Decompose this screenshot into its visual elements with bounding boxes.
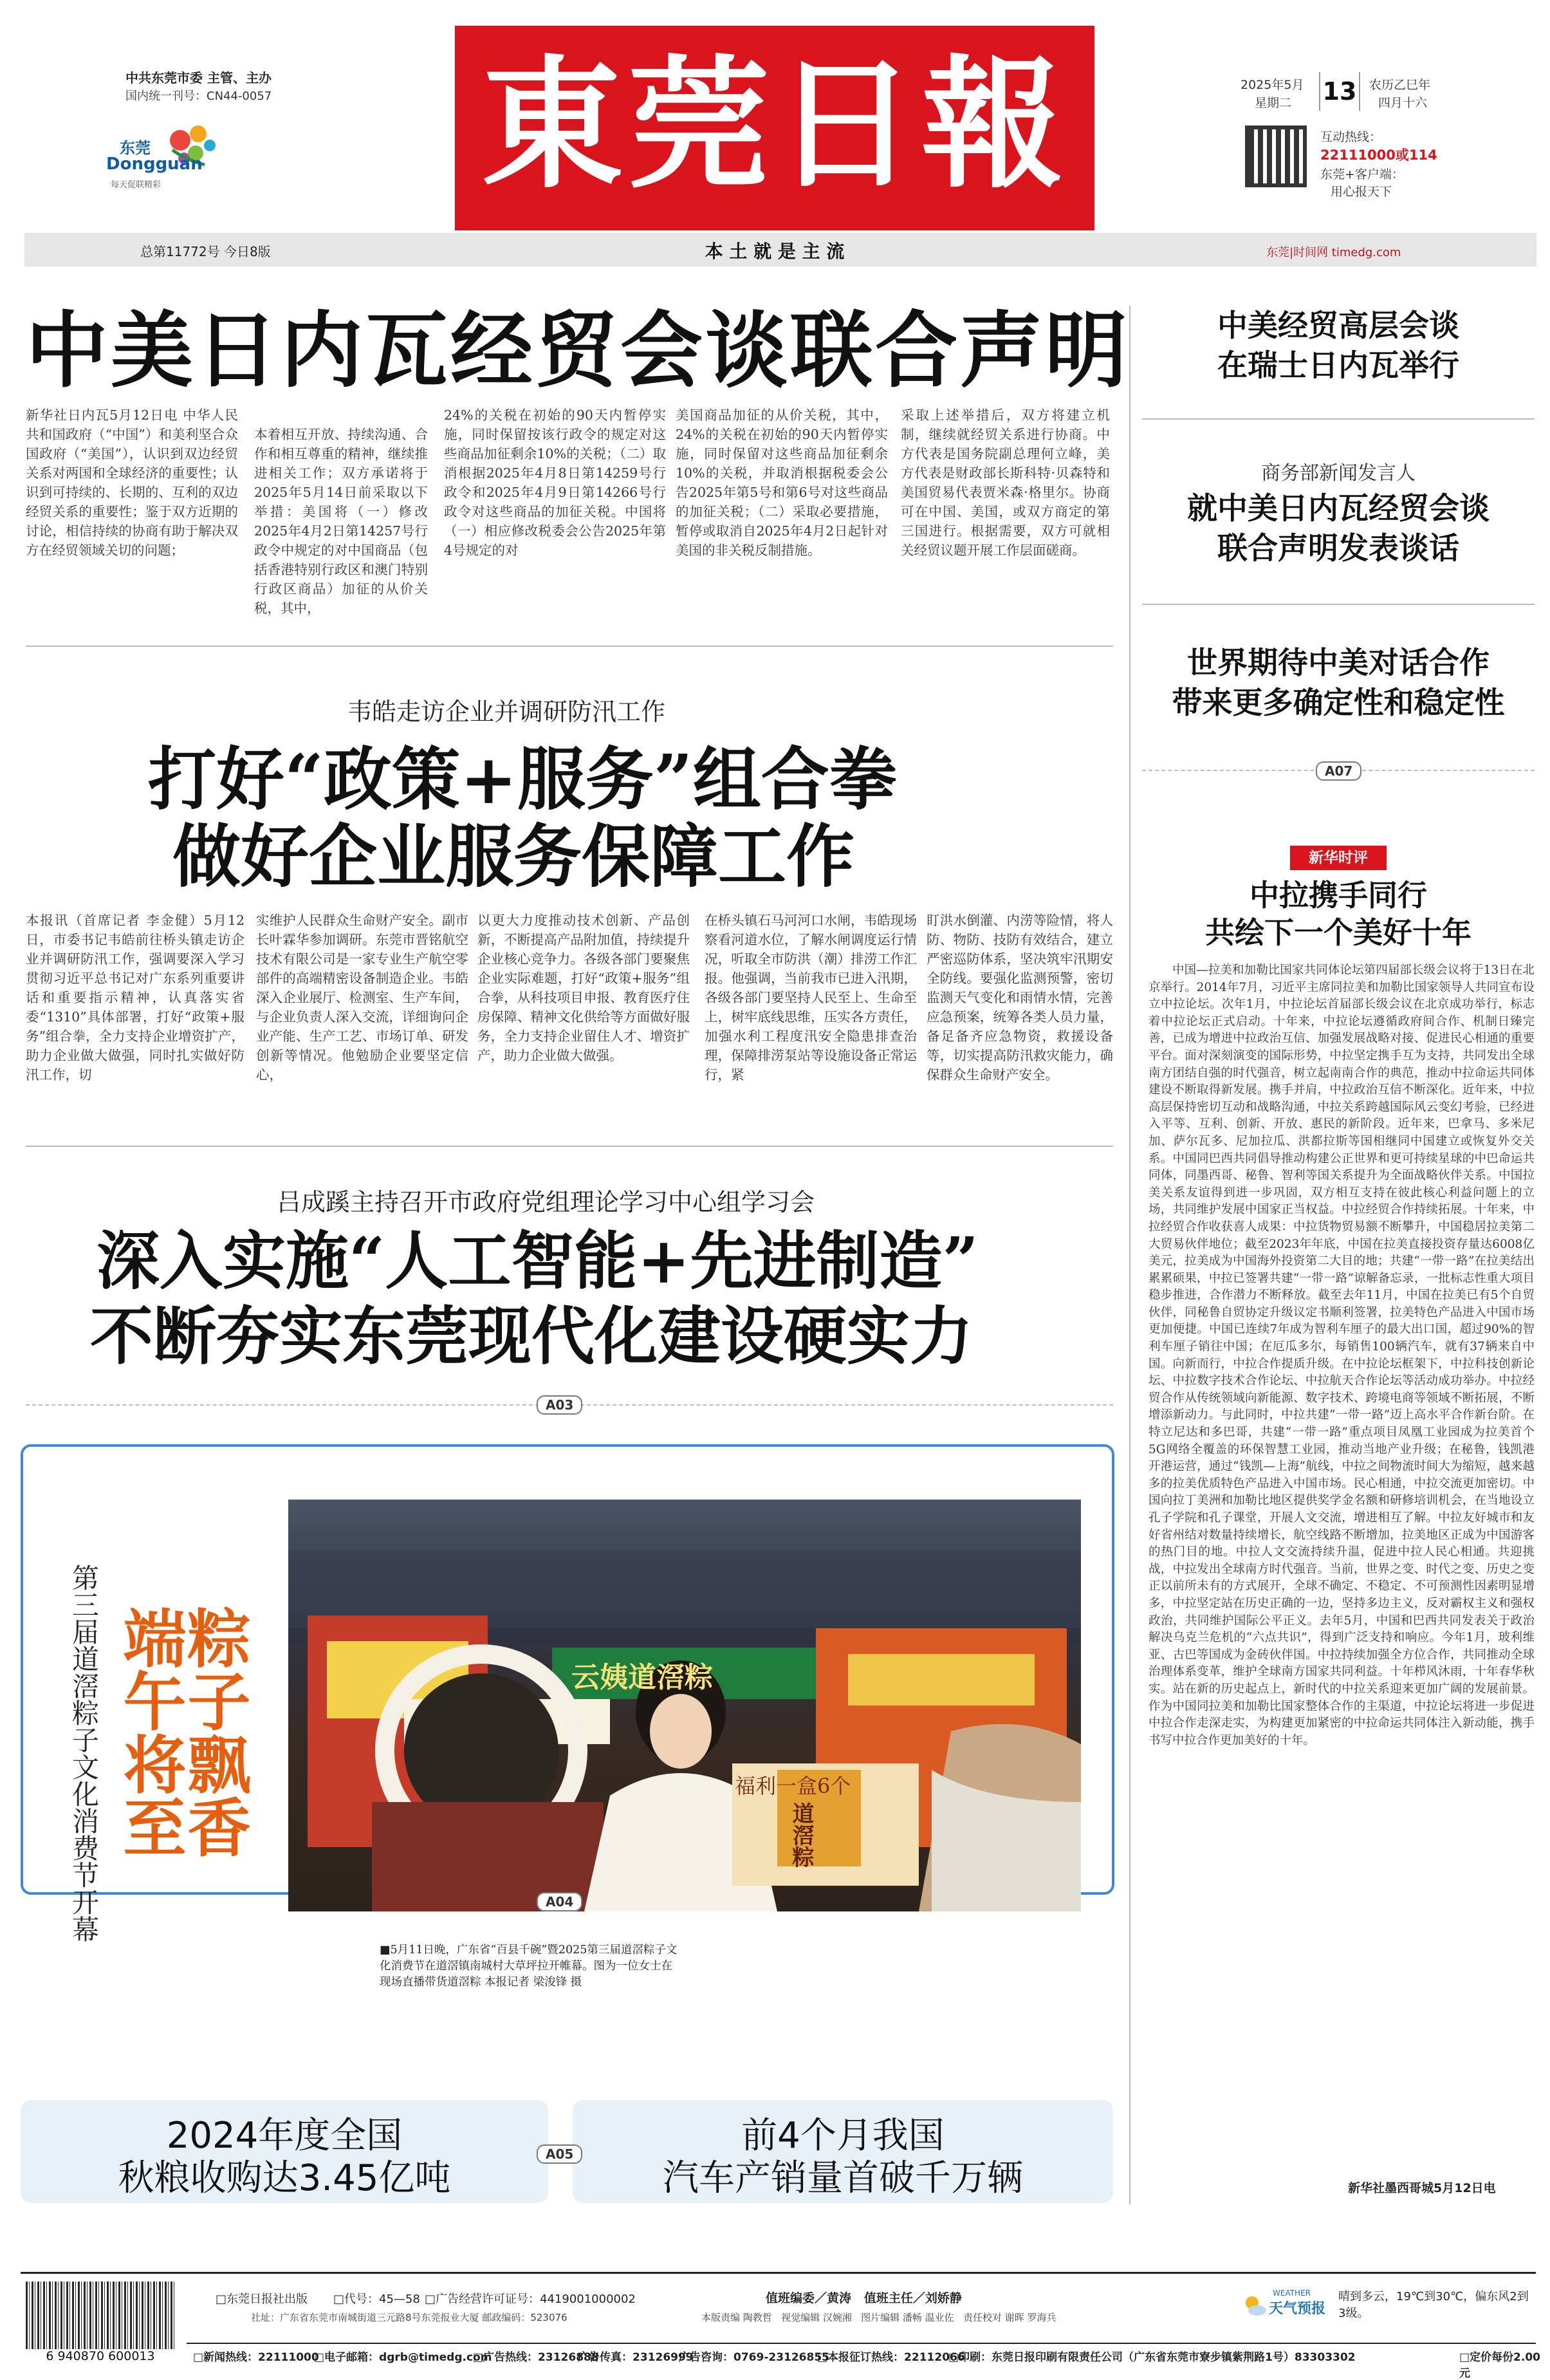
auto-line-1: 前4个月我国	[741, 2115, 945, 2157]
footer-license: □广告经营许可证号：4419001000002	[425, 2292, 636, 2306]
xinhua-comment-label: 新华时评	[1290, 846, 1387, 870]
comment-title-2: 共绘下一个美好十年	[1205, 915, 1472, 950]
client-label: 东莞+客户端：	[1320, 167, 1404, 181]
sidebar-item2-kicker: 商务部新闻发言人	[1261, 462, 1416, 485]
sidebar-item1-line1[interactable]: 中美经贸高层会谈	[1217, 308, 1459, 344]
divider	[1142, 418, 1535, 420]
feature-subhead: 第三届道滘粽子文化消费节开幕	[68, 1564, 100, 1942]
stall-sign: 云姨道滘粽	[571, 1661, 713, 1694]
footer-subscribe: □本报征订热线：22112066	[817, 2351, 965, 2364]
comment-byline: 新华社墨西哥城5月12日电	[1348, 2181, 1496, 2195]
sidebar-item3-line2[interactable]: 带来更多确定性和稳定性	[1172, 685, 1505, 721]
sponsor-text: 中共东莞市委 主管、主办	[125, 70, 272, 86]
weather-icon	[1242, 2292, 1268, 2318]
bottom-page-tag[interactable]: A05	[537, 2144, 582, 2164]
footer-top-rule	[21, 2272, 1536, 2274]
weather-en: WEATHER	[1273, 2289, 1311, 2298]
masthead	[0, 0, 1550, 277]
sidebar-page-tag[interactable]: A07	[1316, 761, 1361, 781]
footer-print: □印刷：东莞日报印刷有限责任公司（广东省东莞市寮步镇紫荆路1号）83303302	[948, 2351, 1356, 2364]
sidebar-item2-line1[interactable]: 就中美日内瓦经贸会谈	[1187, 491, 1490, 526]
story2-col-3: 以更大力度推动技术创新、产品创新，不断提高产品附加值，持续提升企业核心竞争力。各级各部门要聚焦企业实际难题，打好“政策+服务”组合拳，从科技项目申报、教育医疗住房保障、精神文化供给等方面做好服务，全力支持企业留住人才、增资扩产，助力企业做大做强。	[477, 913, 690, 1063]
cn-number: 国内统一刊号：CN44-0057	[125, 89, 272, 103]
story2-col-4: 在桥头镇石马河河口水闸，韦皓现场察看河道水位，了解水闸调度运行情况，听取全市防洪（潮）排涝工作汇报。他强调，当前我市已进入汛期，各级各部门要坚持人民至上、生命至上，树牢底线思维，压实各方责任，加强水利工程度汛安全隐患排查治理，保障排涝泵站等设施设备正常运行，紧	[705, 913, 917, 1083]
divider	[1142, 604, 1535, 605]
date-weekday: 星期二	[1255, 96, 1292, 110]
story3-headline-2: 不断夯实东莞现代化建设硬实力	[90, 1299, 973, 1373]
story3-kicker: 吕成蹊主持召开市政府党组理论学习中心组学习会	[277, 1188, 815, 1216]
site-link[interactable]: 东莞|时间网 timedg.com	[1266, 246, 1401, 259]
sidebar-item3-line1[interactable]: 世界期待中美对话合作	[1187, 646, 1490, 681]
comment-title-1: 中拉携手同行	[1250, 878, 1427, 913]
logo-cn: 东莞	[120, 139, 151, 157]
barcode	[26, 2282, 175, 2352]
festival-scene-image	[288, 1500, 1081, 1911]
lunar-year: 农历乙巳年	[1369, 78, 1431, 92]
footer-ad-consult: 广告咨询：0769-23126855	[679, 2351, 829, 2364]
footer-editors: 值班编委／黄涛 值班主任／刘娇静	[766, 2291, 962, 2305]
barcode-number: 6 940870 600013	[26, 2349, 175, 2363]
footer-address: 社址：广东省东莞市南城街道三元路8号东莞报业大厦 邮政编码：523076	[251, 2312, 567, 2323]
slogan: 本 土 就 是 主 流	[705, 241, 845, 262]
masthead-title: 東莞日報	[481, 41, 1068, 207]
sidebar-item1-line2[interactable]: 在瑞士日内瓦举行	[1217, 348, 1459, 384]
divider	[26, 646, 1113, 647]
footer-ad-fax: 广告传真：23126999	[578, 2351, 694, 2364]
hotline-label: 互动热线：	[1320, 130, 1382, 144]
divider	[26, 1146, 1113, 1147]
sidebar-item2-line2[interactable]: 联合声明发表谈话	[1217, 531, 1459, 566]
comment-body: 中国—拉美和加勒比国家共同体论坛第四届部长级会议将于13日在北京举行。2014年7月，习近平主席同拉美和加勒比国家领导人共同宣布设立中拉论坛。次年1月，中拉论坛首届部长级会议在北京成功举行，标志着中拉论坛正式启动。十年来，中拉论坛遵循政府间合作、机制日臻完善，已成为增进中拉政治互信、加强发展战略对接、促进民心相通的重要平台。面对深刻演变的国际形势，中拉坚定携手互为支持，共同发出全球南方团结自强的时代强音，树立起南南合作的典范，推动中拉命运共同体建设不断取得新发展。携手并肩，中拉政治互信不断深化。近年来，中拉高层保持密切互动和战略沟通，中拉关系跨越国际风云变幻考验，已经进入平等、互利、创新、开放、惠民的新阶段。近年来，巴拿马、多米尼加、萨尔瓦多、尼加拉瓜、洪都拉斯等国相继同中国建立或恢复外交关系。中国同巴西共同倡导推动构建公正世界和更可持续星球的中巴命运共同体，同墨西哥、秘鲁、智利等国关系提升为全面战略伙伴关系。中国拉美关系友谊得到进一步巩固，双方相互支持在彼此核心利益问题上的立场，共同维护发展中国家正当权益。中拉经贸合作持续拓展。十年来，中拉经贸合作收获喜人成果：中拉货物贸易额不断攀升，中国稳居拉美第二大贸易伙伴地位；截至2023年年底，中国在拉美直接投资存量达6008亿美元，拉美成为中国海外投资第二大目的地；共建“一带一路”在拉美结出累累硕果，中拉已签署共建“一带一路”谅解备忘录，一批标志性重大项目稳步推进，合作潜力不断释放。截至去年11月，中国在拉美已有5个自贸伙伴，同秘鲁自贸协定升级议定书顺利签署，拉美特色产品进入中国市场更加便捷。中国已连续7年成为智利车厘子的最大出口国，超过90%的智利车厘子销往中国；在厄瓜多尔，每销售100辆汽车，就有37辆来自中国。向新而行，中拉合作提质升级。在中拉论坛框架下，中拉科技创新论坛、中拉数字技术合作论坛、中拉航天合作论坛等活动成功举办。中拉经贸合作从传统领域向新能源、数字技术、跨境电商等领域不断拓展，不断增添新动力。与此同时，中拉共建“一带一路”迈上高水平合作新台阶。在特立尼达和多巴哥，共建“一带一路”重点项目凤凰工业园成为拉美首个5G网络全覆盖的环保智慧工业园，推动当地产业升级；在秘鲁，钱凯港开港运营，通过“钱凯—上海”航线，中拉之间物流时间大为缩短，越来越多的拉美优质特色产品进入中国市场。民心相通，中拉交流更加密切。中国向拉丁美洲和加勒比地区提供奖学金名额和研修培训机会，在当地设立孔子学院和孔子课堂，开展人文交流，增进相互了解。中拉友好城市和友好省州结对数量持续增长，航空线路不断增加，拉美地区正成为中国游客的热门目的地。中拉人文交流持续升温，促进中拉人民心相通。共迎挑战，中拉发出全球南方时代强音。当前，世界之变、时代之变、历史之变正以前所未有的方式展开，全球不确定、不稳定、不可预测性因素明显增多，中拉坚定站在历史正确的一边，坚持多边主义，反对霸权主义和强权政治，共同维护国际公平正义。去年5月，中国和巴西共同发表关于政治解决乌克兰危机的“六点共识”，得到广泛支持和响应。今年1月，玻利维亚、古巴等国成为金砖伙伴国。中拉持续加强全方位合作，共同推动全球治理体系变革，维护全球南方国家共同利益。十年栉风沐雨，十年春华秋实。站在新的历史起点上，新时代的中拉关系迎来更加广阔的发展前景。作为中国同拉美和加勒比国家整体合作的主渠道，中拉论坛将进一步促进中拉合作走深走实，为构建更加紧密的中拉命运共同体注入新动能，携手书写中拉合作更加美好的十年。	[1149, 963, 1535, 1747]
weather-brand: 天气预报	[1269, 2301, 1326, 2317]
story2-col-1: 本报讯（首席记者 李金健）5月12日，市委书记韦皓前往桥头镇走访企业并调研防汛工作，强调要深入学习贯彻习近平总书记对广东系列重要讲话和重要指示精神，认真落实省委“1310”具体部署，打好“政策+服务”组合拳，全力支持企业增资扩产，助力企业做大做强，同时扎实做好防汛工作，切	[26, 913, 244, 1083]
sidebar-divider	[1129, 306, 1130, 2204]
footer-editors-2: 本版责编 陶教哲 视觉编辑 汉婉湘 图片编辑 潘畅 温业佐 责任校对 谢晖 罗海兵	[701, 2312, 1056, 2323]
story2-col-2: 实维护人民群众生命财产安全。副市长叶霖华参加调研。东莞市晋铭航空技术有限公司是一家专业生产航空零部件的高端精密设备制造企业。韦皓深入企业展厅、检测室、生产车间，与企业负责人深入交流，详细询问企业产能、生产工艺、市场订单、研发创新等情况。他勉励企业要坚定信心，	[256, 913, 468, 1083]
lead-col-5: 采取上述举措后，双方将建立机制，继续就经贸关系进行协商。中方代表是国务院副总理何立峰，美方代表是财政部长斯科特·贝森特和美国贸易代表贾米森·格里尔。协商可在中国、美国，或双方商定的第三国进行。根据需要，双方可就相关经贸议题开展工作层面磋商。	[901, 407, 1110, 558]
lead-headline: 中美日内瓦经贸会谈联合声明	[26, 302, 1130, 399]
story2-headline-1: 打好“政策+服务”组合拳	[148, 739, 898, 819]
footer-ad: □广告热线：23126888	[473, 2351, 599, 2364]
logo-en: Dongguan	[106, 154, 203, 174]
feature-photo	[288, 1500, 1081, 1911]
story2-kicker: 韦皓走访企业并调研防汛工作	[347, 698, 666, 726]
story2-headline-2: 做好企业服务保障工作	[172, 816, 854, 897]
footer-postcode: □代号：45—58	[333, 2292, 420, 2306]
story3-headline-1: 深入实施“人工智能+先进制造”	[97, 1224, 979, 1298]
lead-col-4: 美国商品加征的从价关税，其中，24%的关税在初始的90天内暂停实施，同时保留对这些商品加征剩余10%的关税，并取消根据税委会公告2025年第5号和第6号对这些商品的加征关税；（二）采取必要措施，暂停或取消自2025年4月2日起针对美国的非关税反制措施。	[676, 407, 888, 558]
lunar-day: 四月十六	[1378, 96, 1428, 110]
feature-title-1: 粽子飘香	[177, 1606, 251, 1858]
date-year-month: 2025年5月	[1241, 78, 1304, 92]
box-sign: 福利一盒6个	[735, 1774, 851, 1798]
weather-forecast: 晴到多云，19℃到30℃，偏东风2到3级。	[1338, 2290, 1529, 2320]
footer-email: □电子邮箱：dgrb@timedg.com	[314, 2351, 492, 2364]
auto-line-2: 汽车产销量首破千万辆	[663, 2157, 1023, 2199]
qr-code[interactable]	[1245, 126, 1307, 187]
story2-col-5: 盯洪水倒灌、内涝等险情，将人防、物防、技防有效结合，建立严密巡防体系，坚决筑牢汛期安全防线。要强化监测预警，密切监测天气变化和雨情水情，完善应急预案，统筹各类人员力量，备足备齐应急物资，救援设备等，切实提高防汛救灾能力，确保群众生命财产安全。	[927, 913, 1113, 1083]
hotline-number: 22111000或114	[1320, 147, 1437, 163]
footer-publisher: □东莞日报社出版	[216, 2292, 308, 2306]
issue-number: 总第11772号 今日8版	[140, 244, 271, 259]
lead-col-1: 新华社日内瓦5月12日电 中华人民共和国政府（“中国”）和美利坚合众国政府（“美国”），认识到双边经贸关系对两国和全球经济的重要性；认识到可持续的、长期的、互利的双边经贸关系的重要性；鉴于双方近期的讨论，相信持续的协商有助于解决双方在经贸领域关切的问题；	[26, 407, 238, 558]
footer-price: □定价每份2.00元	[1459, 2351, 1541, 2380]
grain-line-1: 2024年度全国	[166, 2115, 403, 2157]
lead-col-2: 本着相互开放、持续沟通、合作和相互尊重的精神，继续推进相关工作；双方承诺将于2025年5月14日前采取以下举措：美国将（一）修改2025年4月2日第14257号行政令中规定的对中国商品（包括香港特别行政区和澳门特别行政区商品）加征的从价关税，其中，	[254, 427, 428, 616]
lead-col-3: 24%的关税在初始的90天内暂停实施，同时保留按该行政令的规定对这些商品加征剩余10%的关税；（二）取消根据2025年4月8日第14259号行政令和2025年4月9日第14266号行政令对这些商品的加征关税。中国将（一）相应修改税委会公告2025年第4号规定的对	[444, 407, 666, 558]
footer-news-line: □新闻热线：22111000	[193, 2351, 319, 2364]
logo-tagline: 每天促联精彩	[111, 180, 161, 190]
feature-title-2: 端午将至	[113, 1606, 187, 1858]
story3-page-tag[interactable]: A03	[537, 1395, 582, 1415]
box-label: 道滘粽	[788, 1802, 814, 1868]
sun-cloud-icon	[1242, 2292, 1268, 2318]
photo-caption: ■5月11日晚，广东省“百县千碗”暨2025第三届道滘粽子文化消费节在道滘镇南城村大草坪拉开帷幕。图为一位女士在现场直播带货道滘粽 本报记者 梁浚锋 摄	[380, 1944, 678, 1989]
client-text: 用心报天下	[1331, 185, 1392, 199]
feature-page-tag[interactable]: A04	[537, 1892, 582, 1911]
date-day: 13	[1319, 72, 1360, 111]
grain-line-2: 秋粮收购达3.45亿吨	[118, 2157, 451, 2199]
